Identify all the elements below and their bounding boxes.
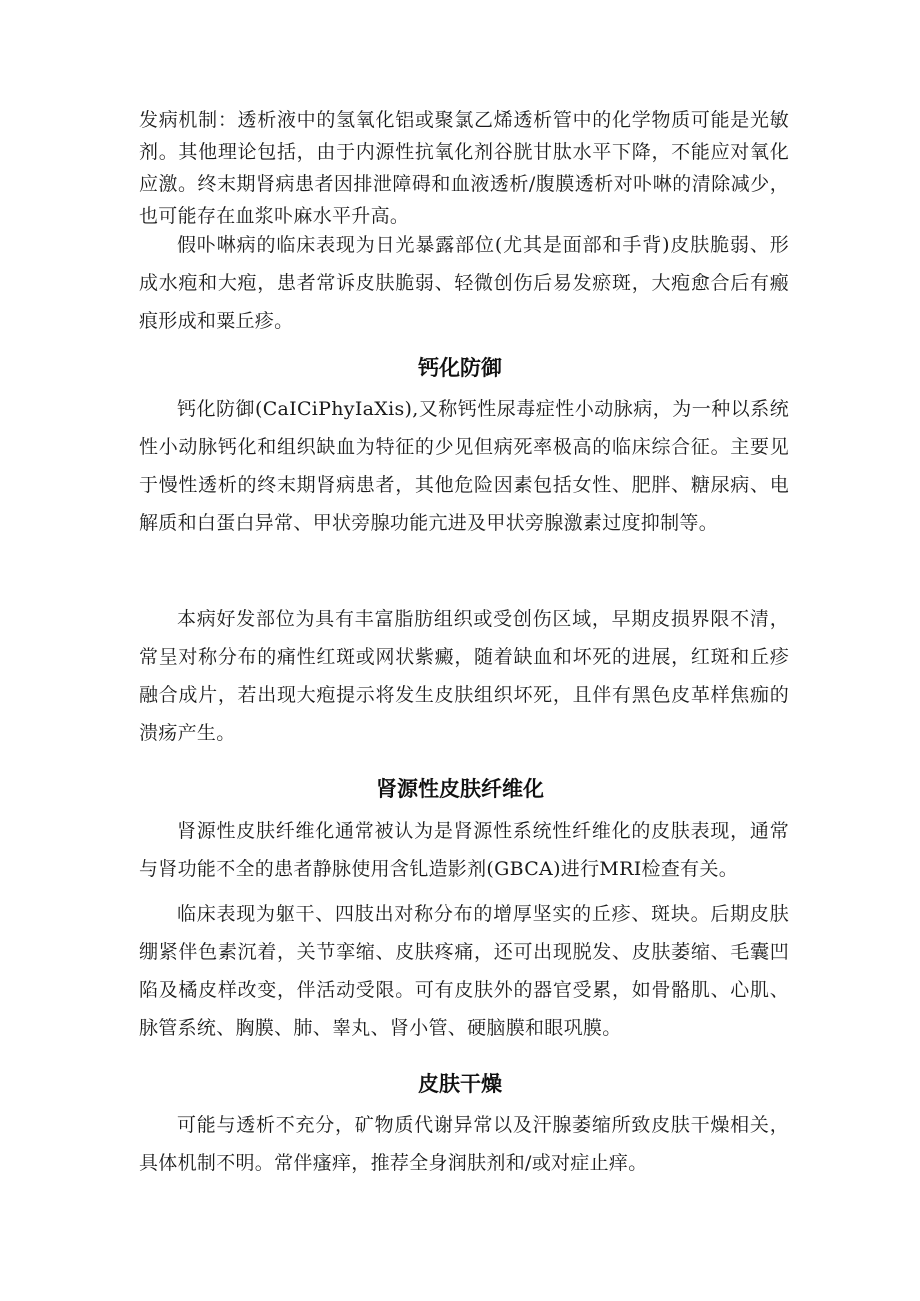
pseudoporphyria-section: [139, 226, 789, 340]
paragraph: 钙化防御(CaICiPhyIaXis),又称钙性尿毒症性小动脉病，为一种以系统性小动脉钙化和组织缺血为特征的少见但病死率极高的临床综合征。主要见于慢性透析的终末期肾病患者，其他危险因素包括女性、肥胖、糖尿病、电解质和白蛋白异常、甲状旁腺功能亢进及甲状旁腺激素过度抑制等。: [139, 398, 789, 534]
paragraph: 临床表现为躯干、四肢出对称分布的增厚坚实的丘疹、斑块。后期皮肤绷紧伴色素沉着，关节挛缩、皮肤疼痛，还可出现脱发、皮肤萎缩、毛囊凹陷及橘皮样改变，伴活动受限。可有皮肤外的器官受累，如骨骼肌、心肌、脉管系统、胸膜、肺、睾丸、肾小管、硬脑膜和眼巩膜。: [139, 903, 789, 1039]
section-heading: 皮肤干燥: [418, 1072, 502, 1096]
calciphylaxis-clinical: [139, 600, 789, 752]
nephrogenic-fibrosis-clinical: [139, 895, 789, 1047]
paragraph: 可能与透析不充分，矿物质代谢异常以及汗腺萎缩所致皮肤干燥相关，具体机制不明。常伴瘙痒，推荐全身润肤剂和/或对症止痒。: [139, 1114, 789, 1174]
paragraph: 假卟啉病的临床表现为日光暴露部位(尤其是面部和手背)皮肤脆弱、形成水疱和大疱，患者常诉皮肤脆弱、轻微创伤后易发瘀斑，大疱愈合后有瘢痕形成和粟丘疹。: [139, 234, 789, 332]
calciphylaxis-section: [139, 390, 789, 542]
paragraph: 发病机制：透析液中的氢氧化铝或聚氯乙烯透析管中的化学物质可能是光敏剂。其他理论包括，由于内源性抗氧化剂谷胱甘肽水平下降，不能应对氧化应激。终末期肾病患者因排泄障碍和血液透析/腹膜透析对卟啉的清除减少，也可能存在血浆卟麻水平升高。: [139, 109, 789, 227]
pathogenesis-section: [139, 104, 789, 232]
nephrogenic-fibrosis-section: [139, 812, 789, 888]
section-heading: 肾源性皮肤纤维化: [376, 777, 544, 801]
xerosis-section: [139, 1106, 789, 1182]
paragraph: 肾源性皮肤纤维化通常被认为是肾源性系统性纤维化的皮肤表现，通常与肾功能不全的患者静脉使用含钆造影剂(GBCA)进行MRI检查有关。: [139, 820, 789, 880]
paragraph: 本病好发部位为具有丰富脂肪组织或受创伤区域，早期皮损界限不清，常呈对称分布的痛性红斑或网状紫癜，随着缺血和坏死的进展，红斑和丘疹融合成片，若出现大疱提示将发生皮肤组织坏死，且伴有黑色皮革样焦痂的溃疡产生。: [139, 608, 789, 744]
section-heading: 钙化防御: [418, 356, 502, 380]
